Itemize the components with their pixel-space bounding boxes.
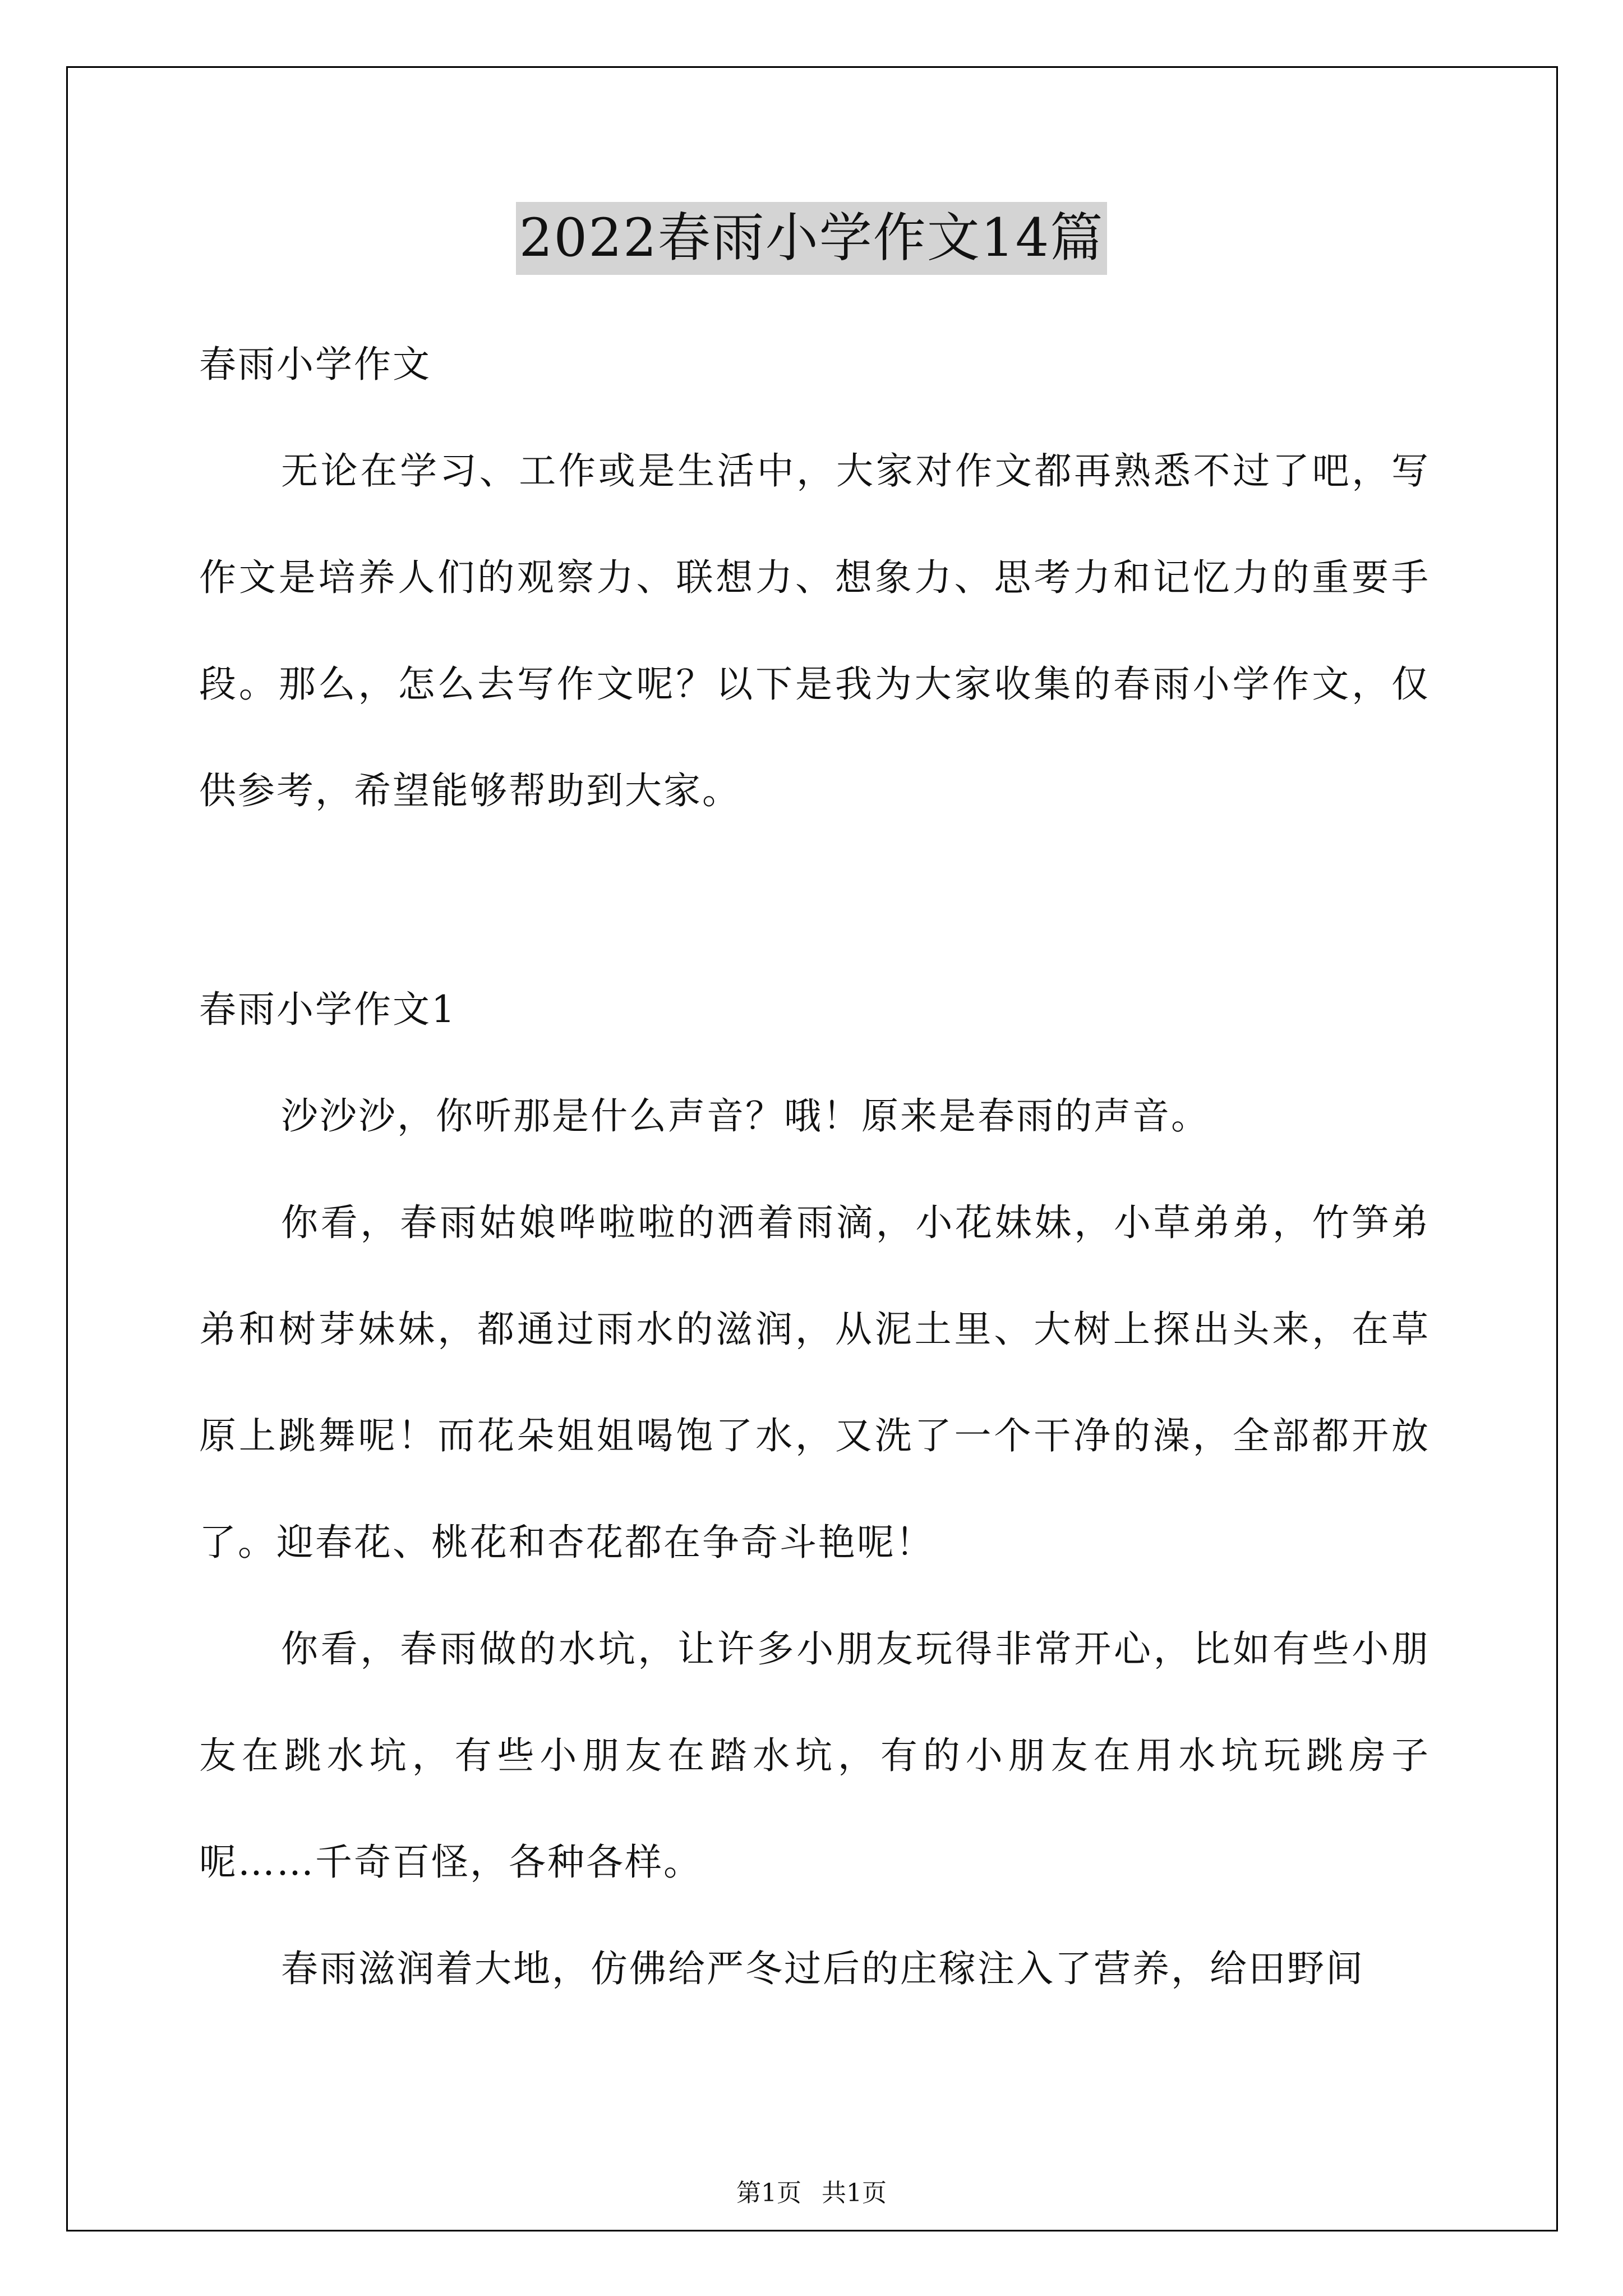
section-heading: 春雨小学作文 — [199, 343, 431, 386]
paragraph: 沙沙沙，你听那是什么声音？哦！原来是春雨的声音。 — [281, 1094, 1210, 1138]
paragraph: 无论在学习、工作或是生活中，大家对作文都再熟悉不过了吧，写作文是培养人们的观察力、联想力、想象力、思考力和记忆力的重要手段。那么，怎么去写作文呢？以下是我为大家收集的春雨小学作文，仅供参考，希望能够帮助到大家。 — [199, 449, 1430, 812]
paragraph: 你看，春雨姑娘哗啦啦的洒着雨滴，小花妹妹，小草弟弟，竹笋弟弟和树芽妹妹，都通过雨水的滋润，从泥土里、大树上探出头来，在草原上跳舞呢！而花朵姐姐喝饱了水，又洗了一个干净的澡，全部都开放了。迎春花、桃花和杏花都在争奇斗艳呢！ — [199, 1201, 1430, 1564]
document-body — [199, 311, 1430, 2022]
title-container — [0, 202, 1623, 275]
page-footer — [0, 2177, 1623, 2210]
section-gap — [199, 844, 1430, 956]
section-heading: 春雨小学作文1 — [199, 988, 457, 1031]
page-number: 第1页 — [736, 2179, 801, 2207]
page-total: 共1页 — [822, 2179, 887, 2207]
document-title: 2022春雨小学作文14篇 — [516, 202, 1108, 275]
paragraph: 春雨滋润着大地，仿佛给严冬过后的庄稼注入了营养，给田野间 — [281, 1947, 1364, 1990]
paragraph: 你看，春雨做的水坑，让许多小朋友玩得非常开心，比如有些小朋友在跳水坑，有些小朋友在踏水坑，有的小朋友在用水坑玩跳房子呢……千奇百怪，各种各样。 — [199, 1627, 1430, 1884]
